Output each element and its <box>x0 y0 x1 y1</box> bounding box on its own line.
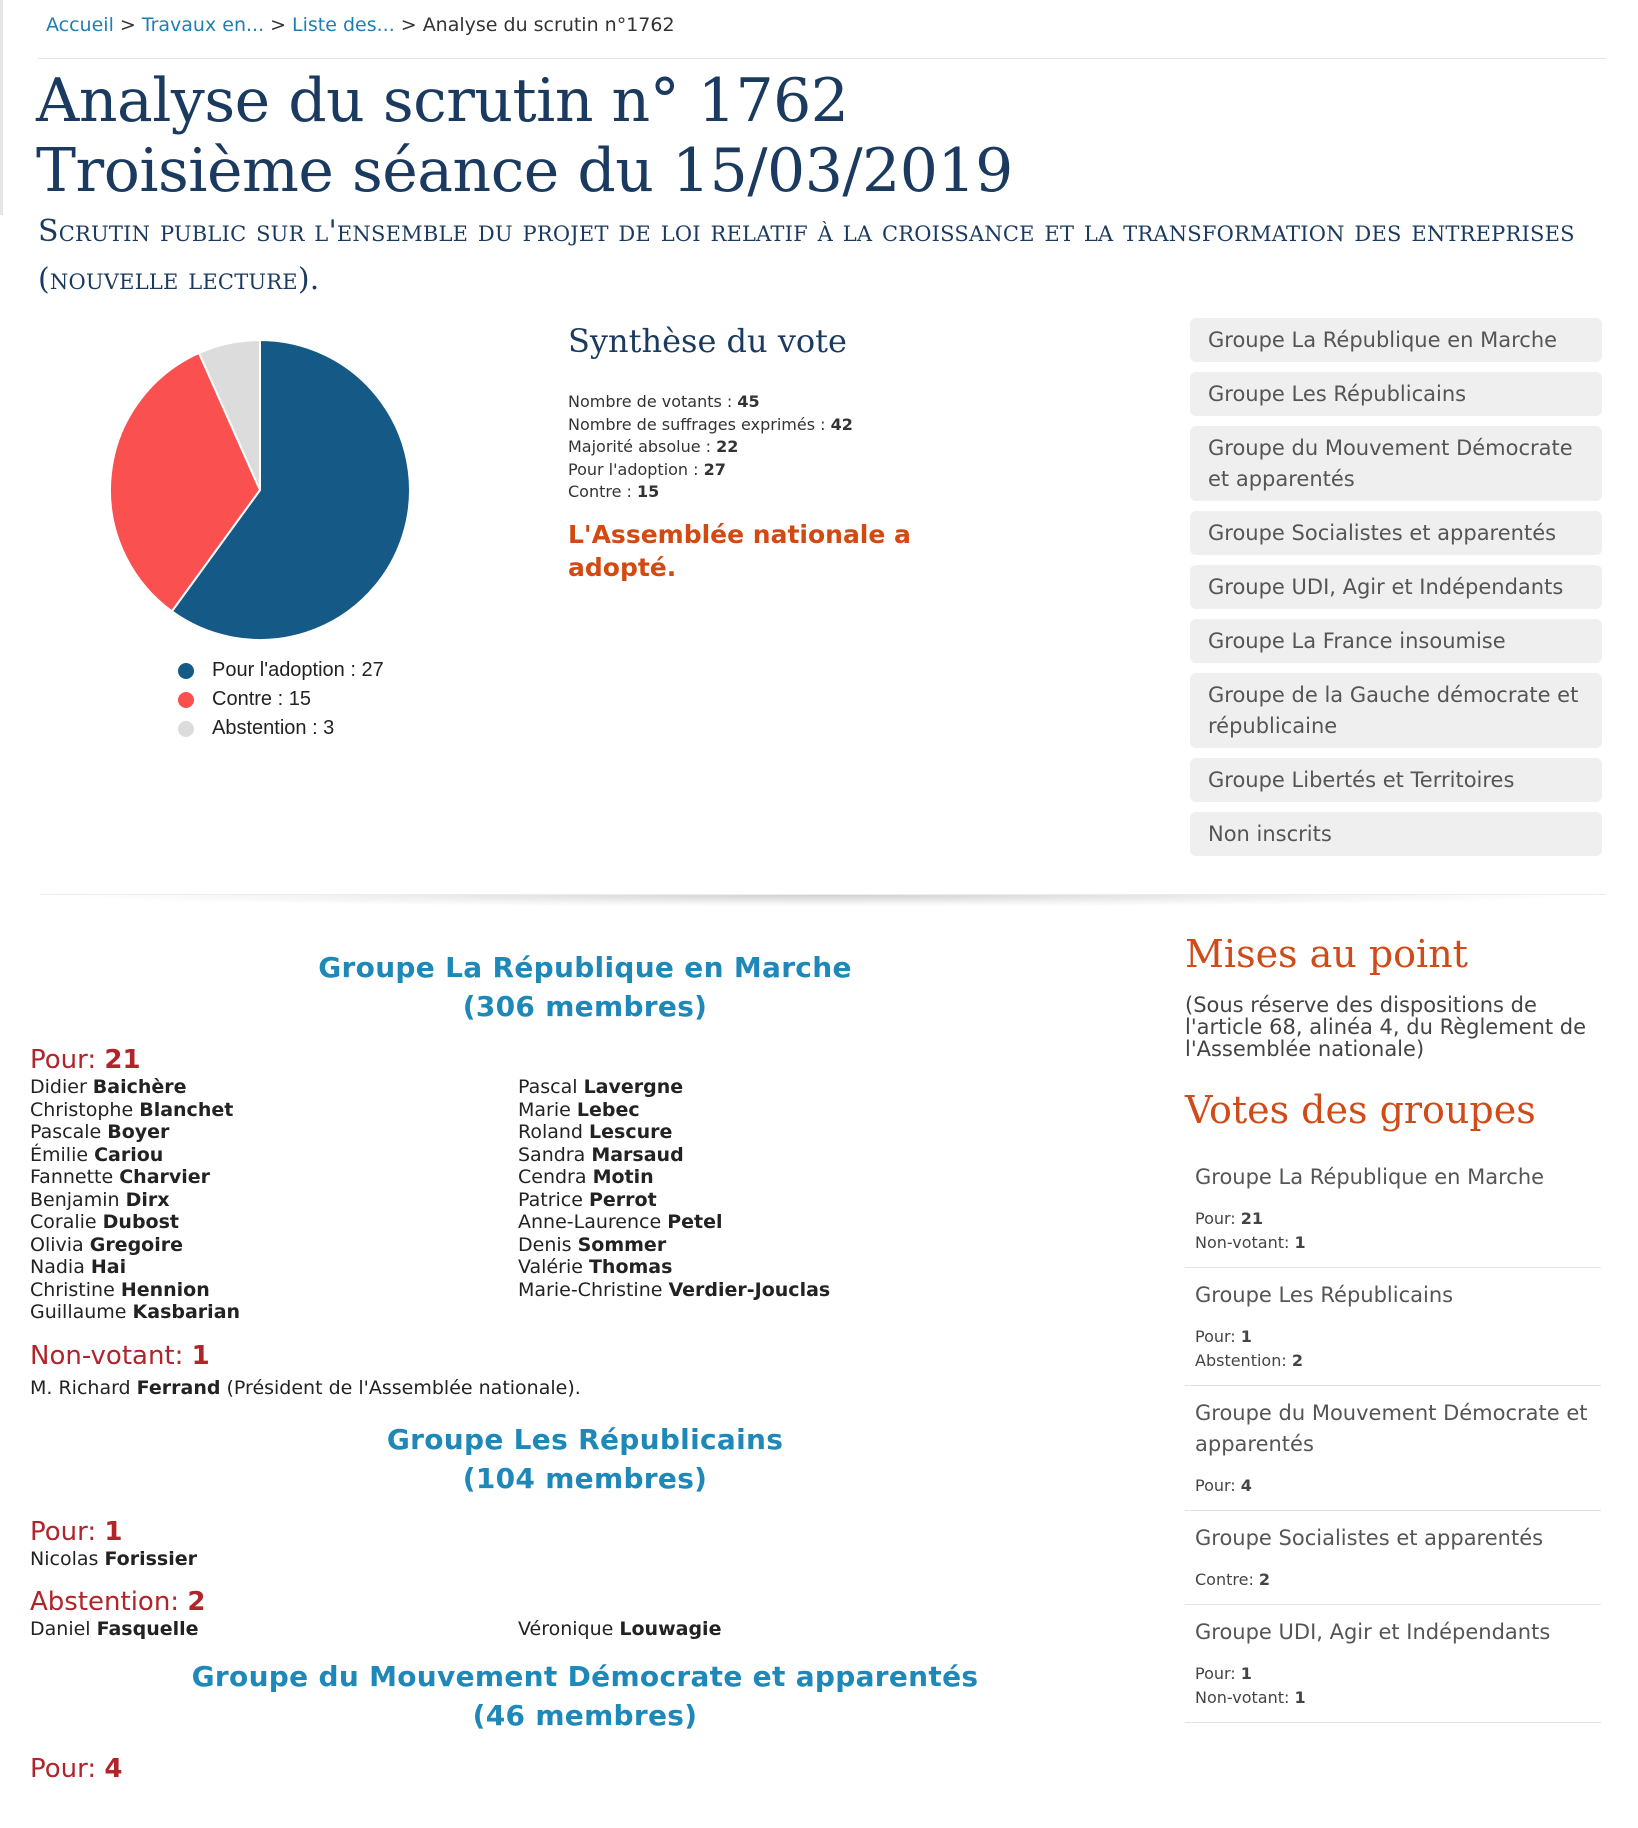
vote-position-count: 1 <box>104 1516 123 1547</box>
group-vote-item[interactable] <box>1185 1150 1601 1268</box>
deputy-first-name: Pascale <box>30 1121 108 1143</box>
group-vote-counts <box>1195 1474 1591 1498</box>
group-vote-count-row <box>1195 1207 1591 1231</box>
synthese-value: 27 <box>703 459 726 479</box>
vote-position-label: Non-votant: <box>30 1340 192 1371</box>
deputy-last-name: Dubost <box>102 1211 179 1233</box>
group-vote-item[interactable] <box>1185 1511 1601 1605</box>
deputy-first-name: M. Richard <box>30 1376 137 1399</box>
deputy-name[interactable] <box>518 1166 1006 1189</box>
group-vote-count-row <box>1195 1686 1591 1710</box>
deputy-first-name: Denis <box>518 1233 578 1256</box>
deputy-name[interactable] <box>30 1256 518 1279</box>
group-nav-button[interactable]: Groupe Socialistes et apparentés <box>1190 511 1602 555</box>
synthese-value: 45 <box>737 392 760 411</box>
section-divider-shadow <box>40 895 1606 907</box>
vote-position-label: Pour: <box>30 1045 105 1075</box>
deputy-column <box>518 1618 1006 1641</box>
group-vote-count-row <box>1195 1231 1591 1255</box>
group-vote-count-row <box>1195 1325 1591 1349</box>
vote-position-heading <box>30 1340 1140 1372</box>
deputy-name[interactable] <box>518 1076 1006 1099</box>
group-vote-count-label: Non-votant: <box>1195 1688 1295 1707</box>
breadcrumb-link-accueil[interactable]: Accueil <box>46 14 114 36</box>
group-members-count: (46 membres) <box>472 1698 698 1732</box>
deputy-role: (Président de l'Assemblée nationale). <box>220 1376 581 1399</box>
deputy-name[interactable] <box>30 1211 518 1234</box>
group-nav-button[interactable]: Groupe La France insoumise <box>1190 619 1602 663</box>
deputy-first-name: Coralie <box>30 1211 103 1233</box>
group-vote-name: Groupe Les Républicains <box>1195 1283 1454 1307</box>
deputy-name[interactable] <box>30 1166 518 1189</box>
group-vote-count-value: 1 <box>1240 1664 1252 1683</box>
synthese-list <box>568 391 853 504</box>
group-vote-counts <box>1195 1662 1591 1710</box>
deputy-list <box>30 1548 1140 1571</box>
legend-item <box>178 714 384 743</box>
deputy-last-name: Fasquelle <box>96 1618 199 1640</box>
deputy-first-name: Guillaume <box>30 1301 133 1323</box>
deputy-last-name: Lebec <box>576 1098 640 1121</box>
right-sidebar <box>1185 928 1601 1723</box>
group-name: Groupe La République en Marche <box>318 951 852 984</box>
deputy-column <box>518 1076 1006 1324</box>
group-nav-button[interactable]: Groupe du Mouvement Démocrate et apparentés <box>1190 426 1602 501</box>
deputy-last-name: Dirx <box>125 1188 170 1211</box>
mises-au-point-note: (Sous réserve des dispositions de l'article 68, alinéa 4, du Règlement de l'Assemblée nationale) <box>1185 993 1587 1061</box>
vote-position-heading <box>30 1586 1140 1618</box>
group-vote-count-value: 1 <box>1294 1233 1306 1252</box>
deputy-last-name: Hai <box>90 1256 127 1278</box>
group-vote-count-row <box>1195 1474 1591 1498</box>
group-title <box>30 948 1140 1026</box>
deputy-first-name: Nicolas <box>30 1547 105 1570</box>
group-vote-count-value: 2 <box>1291 1351 1303 1370</box>
group-nav <box>1190 318 1602 866</box>
legend-label: Pour l'adoption : 27 <box>212 659 384 681</box>
deputy-first-name: Fannette <box>30 1166 120 1188</box>
title-line-seance: Troisième séance du 15/03/2019 <box>36 136 1013 206</box>
group-vote-name: Groupe Socialistes et apparentés <box>1195 1526 1544 1550</box>
group-nav-button[interactable]: Groupe de la Gauche démocrate et républicaine <box>1190 673 1602 748</box>
deputy-name[interactable] <box>518 1099 1006 1122</box>
group-vote-item[interactable] <box>1185 1268 1601 1386</box>
breadcrumb-separator: > <box>119 14 136 36</box>
deputy-last-name: Thomas <box>588 1256 673 1278</box>
group-vote-counts <box>1195 1568 1591 1592</box>
deputy-column <box>518 1548 1006 1571</box>
chart-legend <box>178 656 384 743</box>
vote-note <box>30 1376 1140 1400</box>
legend-item <box>178 685 384 714</box>
deputy-column <box>30 1548 518 1571</box>
deputy-name[interactable] <box>30 1099 518 1122</box>
group-vote-count-label: Pour: <box>1195 1327 1241 1346</box>
synthese-value: 15 <box>637 482 660 501</box>
legend-dot-icon <box>178 692 194 708</box>
deputy-first-name: Roland <box>518 1121 590 1143</box>
deputy-last-name: Marsaud <box>591 1143 684 1166</box>
group-members-count: (306 membres) <box>462 990 708 1023</box>
breadcrumb-separator: > <box>400 14 417 36</box>
group-vote-name: Groupe du Mouvement Démocrate et apparentés <box>1195 1401 1588 1456</box>
mises-au-point-title: Mises au point <box>1185 932 1468 976</box>
group-nav-button[interactable]: Groupe UDI, Agir et Indépendants <box>1190 565 1602 609</box>
page-subtitle: Scrutin public sur l'ensemble du projet de loi relatif à la croissance et la transformation des entreprises (nouvelle lecture). <box>38 214 1575 297</box>
deputy-last-name: Lavergne <box>583 1076 684 1098</box>
deputy-name[interactable] <box>30 1618 518 1641</box>
deputy-last-name: Ferrand <box>136 1376 221 1399</box>
deputy-name[interactable] <box>30 1548 518 1571</box>
vote-position-label: Abstention: <box>30 1587 188 1617</box>
deputy-name[interactable] <box>30 1121 518 1144</box>
deputy-first-name: Christine <box>30 1278 121 1301</box>
synthese-value: 22 <box>716 437 739 456</box>
legend-item <box>178 656 384 685</box>
deputy-last-name: Charvier <box>119 1166 211 1188</box>
group-vote-name: Groupe La République en Marche <box>1195 1165 1545 1189</box>
synthese-value: 42 <box>830 414 853 434</box>
group-vote-item[interactable] <box>1185 1605 1601 1723</box>
group-vote-count-value: 4 <box>1240 1476 1252 1495</box>
deputy-first-name: Cendra <box>518 1166 593 1188</box>
deputy-last-name: Gregoire <box>89 1233 183 1256</box>
group-vote-counts <box>1195 1325 1591 1373</box>
group-vote-item[interactable] <box>1185 1386 1601 1511</box>
synthese-label: Majorité absolue : <box>568 437 717 456</box>
group-nav-button[interactable]: Groupe Libertés et Territoires <box>1190 758 1602 802</box>
vote-position-count: 2 <box>187 1587 206 1617</box>
group-nav-button[interactable]: Groupe La République en Marche <box>1190 318 1602 362</box>
synthese-row <box>568 414 853 437</box>
deputy-column <box>30 1618 518 1641</box>
group-vote-count-row <box>1195 1568 1591 1592</box>
deputy-name[interactable] <box>518 1279 1006 1302</box>
legend-dot-icon <box>178 663 194 679</box>
deputy-name[interactable] <box>518 1121 1006 1144</box>
group-vote-count-row <box>1195 1662 1591 1686</box>
vote-position-heading <box>30 1044 1140 1076</box>
deputy-first-name: Nadia <box>30 1256 91 1278</box>
deputy-name[interactable] <box>518 1618 1006 1641</box>
deputy-last-name: Sommer <box>577 1233 667 1256</box>
vote-position-heading <box>30 1753 1140 1785</box>
vote-position-heading <box>30 1516 1140 1548</box>
deputy-name[interactable] <box>518 1234 1006 1257</box>
deputy-last-name: Blanchet <box>139 1098 234 1121</box>
group-vote-count-label: Non-votant: <box>1195 1233 1295 1252</box>
vote-pie-chart <box>110 340 410 640</box>
deputy-name[interactable] <box>518 1189 1006 1212</box>
deputy-list <box>30 1076 1140 1324</box>
group-vote-count-label: Pour: <box>1195 1664 1241 1683</box>
votes-des-groupes-title: Votes des groupes <box>1185 1088 1536 1132</box>
deputy-last-name: Lescure <box>589 1121 673 1143</box>
deputy-first-name: Émilie <box>30 1143 95 1166</box>
group-members-count: (104 membres) <box>462 1461 708 1495</box>
vote-position-count: 4 <box>104 1753 123 1784</box>
deputy-name[interactable] <box>30 1234 518 1257</box>
page-title <box>36 66 1013 206</box>
group-name: Groupe du Mouvement Démocrate et apparentés <box>191 1659 979 1693</box>
deputy-name[interactable] <box>518 1211 1006 1234</box>
deputy-name[interactable] <box>518 1256 1006 1279</box>
group-nav-button[interactable]: Groupe Les Républicains <box>1190 372 1602 416</box>
deputy-name[interactable] <box>30 1076 518 1099</box>
legend-label: Abstention : 3 <box>212 717 335 739</box>
deputy-last-name: Forissier <box>104 1547 197 1570</box>
synthese-label: Nombre de suffrages exprimés : <box>568 414 831 434</box>
group-vote-count-value: 21 <box>1240 1209 1264 1228</box>
deputy-first-name: Véronique <box>518 1618 620 1640</box>
deputy-last-name: Motin <box>592 1166 654 1188</box>
group-vote-count-label: Abstention: <box>1195 1351 1292 1370</box>
group-vote-count-value: 2 <box>1258 1570 1271 1589</box>
legend-label: Contre : 15 <box>212 688 311 710</box>
deputy-last-name: Baichère <box>92 1076 187 1098</box>
deputy-last-name: Verdier-Jouclas <box>668 1278 831 1301</box>
deputy-first-name: Pascal <box>518 1076 584 1098</box>
breadcrumb <box>46 14 675 36</box>
deputy-first-name: Anne-Laurence <box>518 1211 668 1233</box>
breadcrumb-link-liste[interactable]: Liste des... <box>292 14 395 36</box>
group-vote-name: Groupe UDI, Agir et Indépendants <box>1195 1620 1551 1644</box>
deputy-name[interactable] <box>30 1301 518 1324</box>
group-vote-count-value: 1 <box>1294 1688 1306 1707</box>
group-vote-count-row <box>1195 1349 1591 1373</box>
vote-position-count: 21 <box>104 1045 141 1075</box>
deputy-first-name: Sandra <box>518 1143 592 1166</box>
deputy-first-name: Didier <box>30 1076 93 1098</box>
deputy-last-name: Petel <box>667 1211 723 1233</box>
legend-dot-icon <box>178 721 194 737</box>
group-votes-list <box>1185 1150 1601 1723</box>
group-name: Groupe Les Républicains <box>386 1422 784 1456</box>
deputy-last-name: Kasbarian <box>132 1301 241 1323</box>
deputy-first-name: Valérie <box>518 1256 589 1278</box>
deputy-name[interactable] <box>30 1144 518 1167</box>
synthese-row <box>568 436 853 459</box>
deputy-first-name: Christophe <box>30 1098 140 1121</box>
deputy-list <box>30 1618 1140 1641</box>
deputy-last-name: Cariou <box>94 1143 164 1166</box>
vote-position-label: Pour: <box>30 1753 105 1784</box>
group-vote-counts <box>1195 1207 1591 1255</box>
group-vote-count-label: Pour: <box>1195 1209 1241 1228</box>
synthese-row <box>568 481 853 504</box>
deputy-first-name: Olivia <box>30 1233 90 1256</box>
title-line-scrutin: Analyse du scrutin n° 1762 <box>36 66 849 136</box>
deputy-first-name: Marie-Christine <box>518 1278 669 1301</box>
group-title <box>30 1657 1140 1735</box>
left-edge-bar <box>0 0 3 215</box>
deputy-last-name: Louwagie <box>619 1618 722 1640</box>
deputy-name[interactable] <box>30 1189 518 1212</box>
group-vote-count-label: Pour: <box>1195 1476 1241 1495</box>
top-divider <box>38 58 1606 59</box>
deputy-last-name: Boyer <box>107 1121 170 1143</box>
deputy-column <box>30 1076 518 1324</box>
groups-detail <box>30 948 1140 1785</box>
group-vote-count-label: Contre: <box>1195 1570 1259 1589</box>
synthese-label: Contre : <box>568 482 638 501</box>
vote-position-count: 1 <box>191 1340 210 1371</box>
deputy-last-name: Hennion <box>120 1278 210 1301</box>
deputy-name[interactable] <box>518 1144 1006 1167</box>
deputy-name[interactable] <box>30 1279 518 1302</box>
deputy-first-name: Benjamin <box>30 1188 126 1211</box>
vote-result: L'Assemblée nationale a adopté. <box>568 520 911 582</box>
group-vote-count-value: 1 <box>1240 1327 1252 1346</box>
deputy-first-name: Patrice <box>518 1188 589 1211</box>
deputy-last-name: Perrot <box>588 1188 657 1211</box>
synthese-row <box>568 391 853 414</box>
group-title <box>30 1420 1140 1498</box>
deputy-first-name: Daniel <box>30 1618 97 1640</box>
breadcrumb-current: Analyse du scrutin n°1762 <box>422 14 675 36</box>
synthese-title: Synthèse du vote <box>568 322 847 360</box>
breadcrumb-separator: > <box>270 14 287 36</box>
vote-position-label: Pour: <box>30 1516 105 1547</box>
breadcrumb-link-travaux[interactable]: Travaux en... <box>141 14 265 36</box>
deputy-first-name: Marie <box>518 1098 577 1121</box>
synthese-label: Nombre de votants : <box>568 392 738 411</box>
group-nav-button[interactable]: Non inscrits <box>1190 812 1602 856</box>
synthese-row <box>568 459 853 482</box>
synthese-label: Pour l'adoption : <box>568 459 704 479</box>
